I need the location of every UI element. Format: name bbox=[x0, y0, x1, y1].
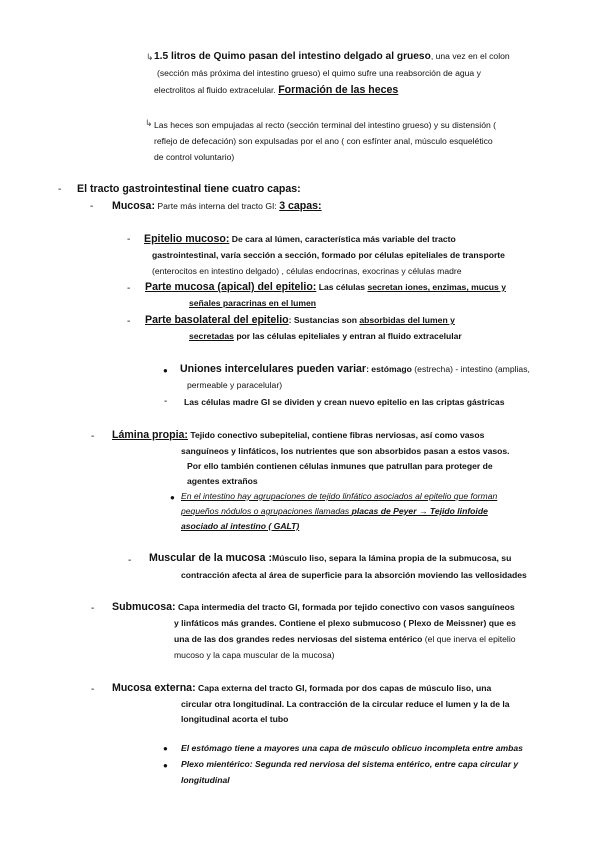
dash-bullet: - bbox=[127, 316, 131, 327]
muscular-l1: Músculo liso, separa la lámina propia de la submucosa, su bbox=[272, 553, 512, 563]
quimo-line-2: (sección más próxima del intestino grueso) el quimo sufre una reabsorción de agua y bbox=[157, 68, 481, 78]
basolateral-line-2 bbox=[189, 331, 462, 342]
submucosa-l1: Capa intermedia del tracto GI, formada por tejido conectivo con vasos sanguíneos bbox=[177, 602, 515, 612]
galt-line-2 bbox=[181, 506, 488, 517]
submucosa-label: Submucosa: bbox=[112, 601, 176, 613]
uniones-b: (estrecha) - intestino (amplias, bbox=[414, 364, 530, 374]
submucosa-line-4: mucoso y la capa muscular de la mucosa) bbox=[174, 650, 335, 660]
externa-line-1 bbox=[112, 683, 491, 694]
basolateral-l2u: secretadas bbox=[189, 331, 234, 341]
mucosa-desc: Parte más interna del tracto GI: bbox=[157, 201, 277, 211]
apical-line-2: señales paracrinas en el lumen bbox=[189, 298, 317, 308]
epitelio-line-3: (enterocitos en intestino delgado) , células endocrinas, exocrinas y células madre bbox=[152, 266, 462, 276]
dot-bullet: ● bbox=[163, 366, 168, 375]
dash-bullet: - bbox=[91, 431, 95, 442]
apical-line-1 bbox=[145, 282, 506, 293]
dash-bullet: - bbox=[58, 184, 62, 195]
epitelio-line-1 bbox=[144, 234, 456, 245]
externa-line-3: longitudinal acorta el tubo bbox=[181, 714, 289, 724]
basolateral-u: absorbidas del lumen y bbox=[359, 315, 455, 325]
dash-bullet: - bbox=[127, 234, 131, 245]
uniones-a: : estómago bbox=[366, 364, 412, 374]
lamina-line-3: Por ello también contienen células inmunes que patrullan para proteger de bbox=[187, 461, 493, 471]
dot-bullet: ● bbox=[170, 493, 175, 502]
madre-line: Las células madre GI se dividen y crean nuevo epitelio en las criptas gástricas bbox=[184, 397, 505, 407]
uniones-label: Uniones intercelulares pueden variar bbox=[180, 363, 367, 375]
quimo-bold: 1.5 litros de Quimo pasan del intestino delgado al grueso bbox=[154, 51, 431, 62]
externa-note-3: longitudinal bbox=[181, 775, 230, 785]
heces-line-3: de control voluntario) bbox=[154, 152, 235, 162]
apical-label: Parte mucosa (apical) del epitelio: bbox=[145, 281, 317, 293]
lamina-l1: Tejido conectivo subepitelial, contiene fibras nerviosas, así como vasos bbox=[190, 430, 485, 440]
basolateral-label: Parte basolateral del epitelio bbox=[145, 314, 289, 326]
dash-bullet: - bbox=[91, 684, 95, 695]
dot-bullet: ● bbox=[163, 761, 168, 770]
submucosa-line-1 bbox=[112, 602, 515, 613]
muscular-line-1 bbox=[149, 553, 511, 564]
galt-l2a: pequeños nódulos o agrupaciones llamadas bbox=[181, 506, 350, 516]
heces-line-2: reflejo de defecación) son expulsadas por el ano ( con esfínter anal, músculo esquelético bbox=[154, 136, 493, 146]
dash-bullet: - bbox=[91, 603, 95, 614]
heces-line-1: Las heces son empujadas al recto (sección terminal del intestino grueso) y su distensión ( bbox=[154, 120, 497, 130]
submucosa-line-3 bbox=[174, 634, 516, 645]
main-heading: El tracto gastrointestinal tiene cuatro capas: bbox=[77, 183, 301, 195]
mucosa-label: Mucosa: bbox=[112, 200, 155, 212]
externa-note-2: Plexo mientérico: Segunda red nerviosa del sistema entérico, entre capa circular y bbox=[181, 759, 519, 769]
galt-l2b: placas de Peyer → Tejido linfoide bbox=[351, 506, 488, 516]
basolateral-l2: por las células epiteliales y entran al fluido extracelular bbox=[236, 331, 462, 341]
quimo-line-3-text: electrolitos al fluido extracelular. bbox=[154, 85, 276, 95]
uniones-line-2: permeable y paracelular) bbox=[187, 380, 283, 390]
externa-label: Mucosa externa: bbox=[112, 682, 196, 694]
galt-line-1: En el intestino hay agrupaciones de tejido linfático asociados al epitelio que forman bbox=[181, 491, 498, 501]
submucosa-line-2: y linfáticos más grandes. Contiene el plexo submucoso ( Plexo de Meissner) que es bbox=[174, 618, 516, 628]
dash-bullet: - bbox=[164, 396, 168, 407]
submucosa-l3b: (el que inerva el epitelio bbox=[424, 634, 516, 644]
quimo-rest: , una vez en el colon bbox=[430, 51, 510, 61]
dash-bullet: - bbox=[128, 555, 132, 566]
epitelio-l1: De cara al lúmen, característica más variable del tracto bbox=[231, 234, 456, 244]
muscular-line-2: contracción afecta al área de superficie para la absorción moviendo las vellosidades bbox=[181, 570, 527, 580]
apical-a: Las células bbox=[318, 282, 366, 292]
lamina-line-4: agentes extraños bbox=[187, 476, 258, 486]
dash-bullet: - bbox=[127, 283, 131, 294]
externa-l1: Capa externa del tracto GI, formada por dos capas de músculo liso, una bbox=[198, 683, 492, 693]
lamina-line-2: sanguíneos y linfáticos, los nutrientes que son absorbidos pasan a estos vasos. bbox=[181, 446, 510, 456]
quimo-line-3 bbox=[154, 85, 398, 96]
return-arrow-icon: ↳ bbox=[145, 118, 153, 128]
epitelio-label: Epitelio mucoso: bbox=[144, 233, 230, 245]
uniones-line-1 bbox=[180, 364, 530, 375]
apical-u: secretan iones, enzimas, mucus y bbox=[367, 282, 506, 292]
basolateral-line-1 bbox=[145, 315, 455, 326]
externa-note-1: El estómago tiene a mayores una capa de músculo oblicuo incompleta entre ambas bbox=[181, 743, 523, 753]
muscular-label: Muscular de la mucosa : bbox=[149, 552, 273, 564]
submucosa-l3a: una de las dos grandes redes nerviosas del sistema entérico bbox=[174, 634, 423, 644]
lamina-label: Lámina propia: bbox=[112, 429, 188, 441]
mucosa-capas: 3 capas: bbox=[279, 200, 322, 212]
dot-bullet: ● bbox=[163, 744, 168, 753]
externa-line-2: circular otra longitudinal. La contracción de la circular reduce el lumen y la de la bbox=[181, 699, 510, 709]
epitelio-line-2: gastrointestinal, varía sección a sección, formado por células epiteliales de transporte bbox=[152, 250, 505, 260]
basolateral-a: : Sustancias son bbox=[288, 315, 357, 325]
lamina-line-1 bbox=[112, 430, 484, 441]
quimo-line-1 bbox=[154, 51, 510, 62]
mucosa-line bbox=[112, 201, 322, 212]
galt-line-3: asociado al intestino ( GALT) bbox=[181, 521, 300, 531]
formacion-heces: Formación de las heces bbox=[278, 84, 399, 96]
dash-bullet: - bbox=[90, 201, 94, 212]
return-arrow-icon: ↳ bbox=[146, 52, 154, 62]
